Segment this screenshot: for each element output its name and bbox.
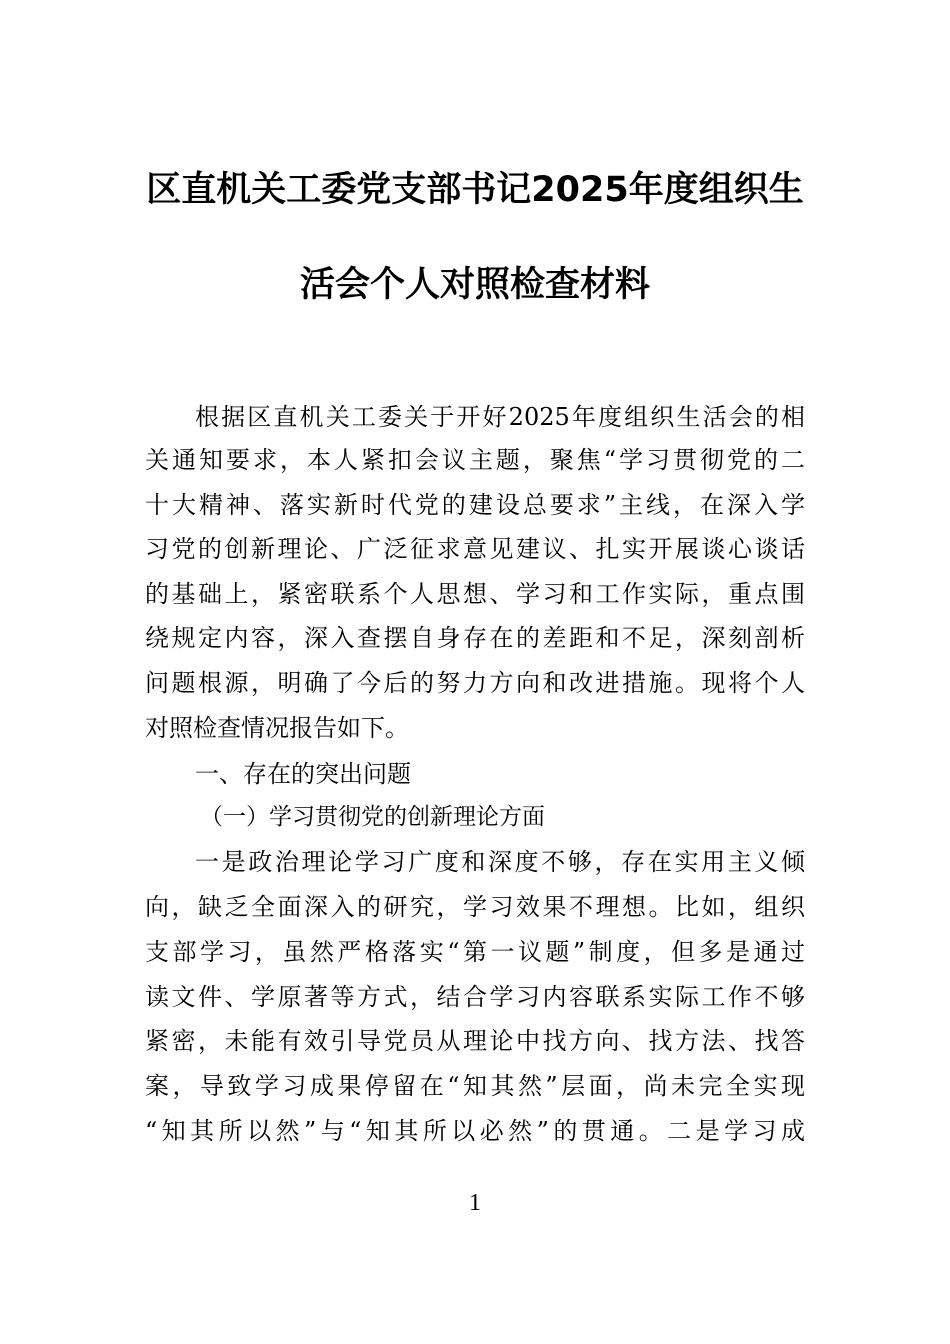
paragraph-line: 十大精神、落实新时代党的建设总要求”主线，在深入学	[145, 491, 805, 519]
paragraph-line: 一是政治理论学习广度和深度不够，存在实用主义倾	[195, 848, 805, 876]
paragraph-line: “知其所以然”与“知其所以必然”的贯通。二是学习成	[145, 1117, 805, 1145]
document-title-line-1: 区直机关工委党支部书记2025年度组织生	[146, 170, 804, 210]
page-number: 1	[469, 1190, 481, 1216]
paragraph-line: 案，导致学习成果停留在“知其然”层面，尚未完全实现	[145, 1072, 805, 1100]
paragraph-line: 向，缺乏全面深入的研究，学习效果不理想。比如，组织	[145, 893, 805, 921]
paragraph-line: 支部学习，虽然严格落实“第一议题”制度，但多是通过	[145, 938, 805, 966]
section-heading: 一、存在的突出问题	[195, 760, 411, 788]
paragraph-line: 绕规定内容，深入查摆自身存在的差距和不足，深刻剖析	[145, 624, 805, 652]
paragraph-line: 的基础上，紧密联系个人思想、学习和工作实际，重点围	[145, 580, 805, 608]
paragraph-line: 根据区直机关工委关于开好2025年度组织生活会的相	[195, 403, 805, 431]
paragraph-line: 读文件、学原著等方式，结合学习内容联系实际工作不够	[145, 983, 805, 1011]
paragraph-line: 关通知要求，本人紧扣会议主题，聚焦“学习贯彻党的二	[145, 446, 805, 474]
subsection-heading: （一）学习贯彻党的创新理论方面	[200, 804, 545, 830]
document-title-line-2: 活会个人对照检查材料	[299, 265, 650, 305]
paragraph-line: 习党的创新理论、广泛征求意见建议、扎实开展谈心谈话	[145, 535, 805, 563]
paragraph-line: 问题根源，明确了今后的努力方向和改进措施。现将个人	[145, 669, 805, 697]
paragraph-line: 紧密，未能有效引导党员从理论中找方向、找方法、找答	[145, 1027, 805, 1055]
paragraph-line: 对照检查情况报告如下。	[145, 714, 409, 742]
